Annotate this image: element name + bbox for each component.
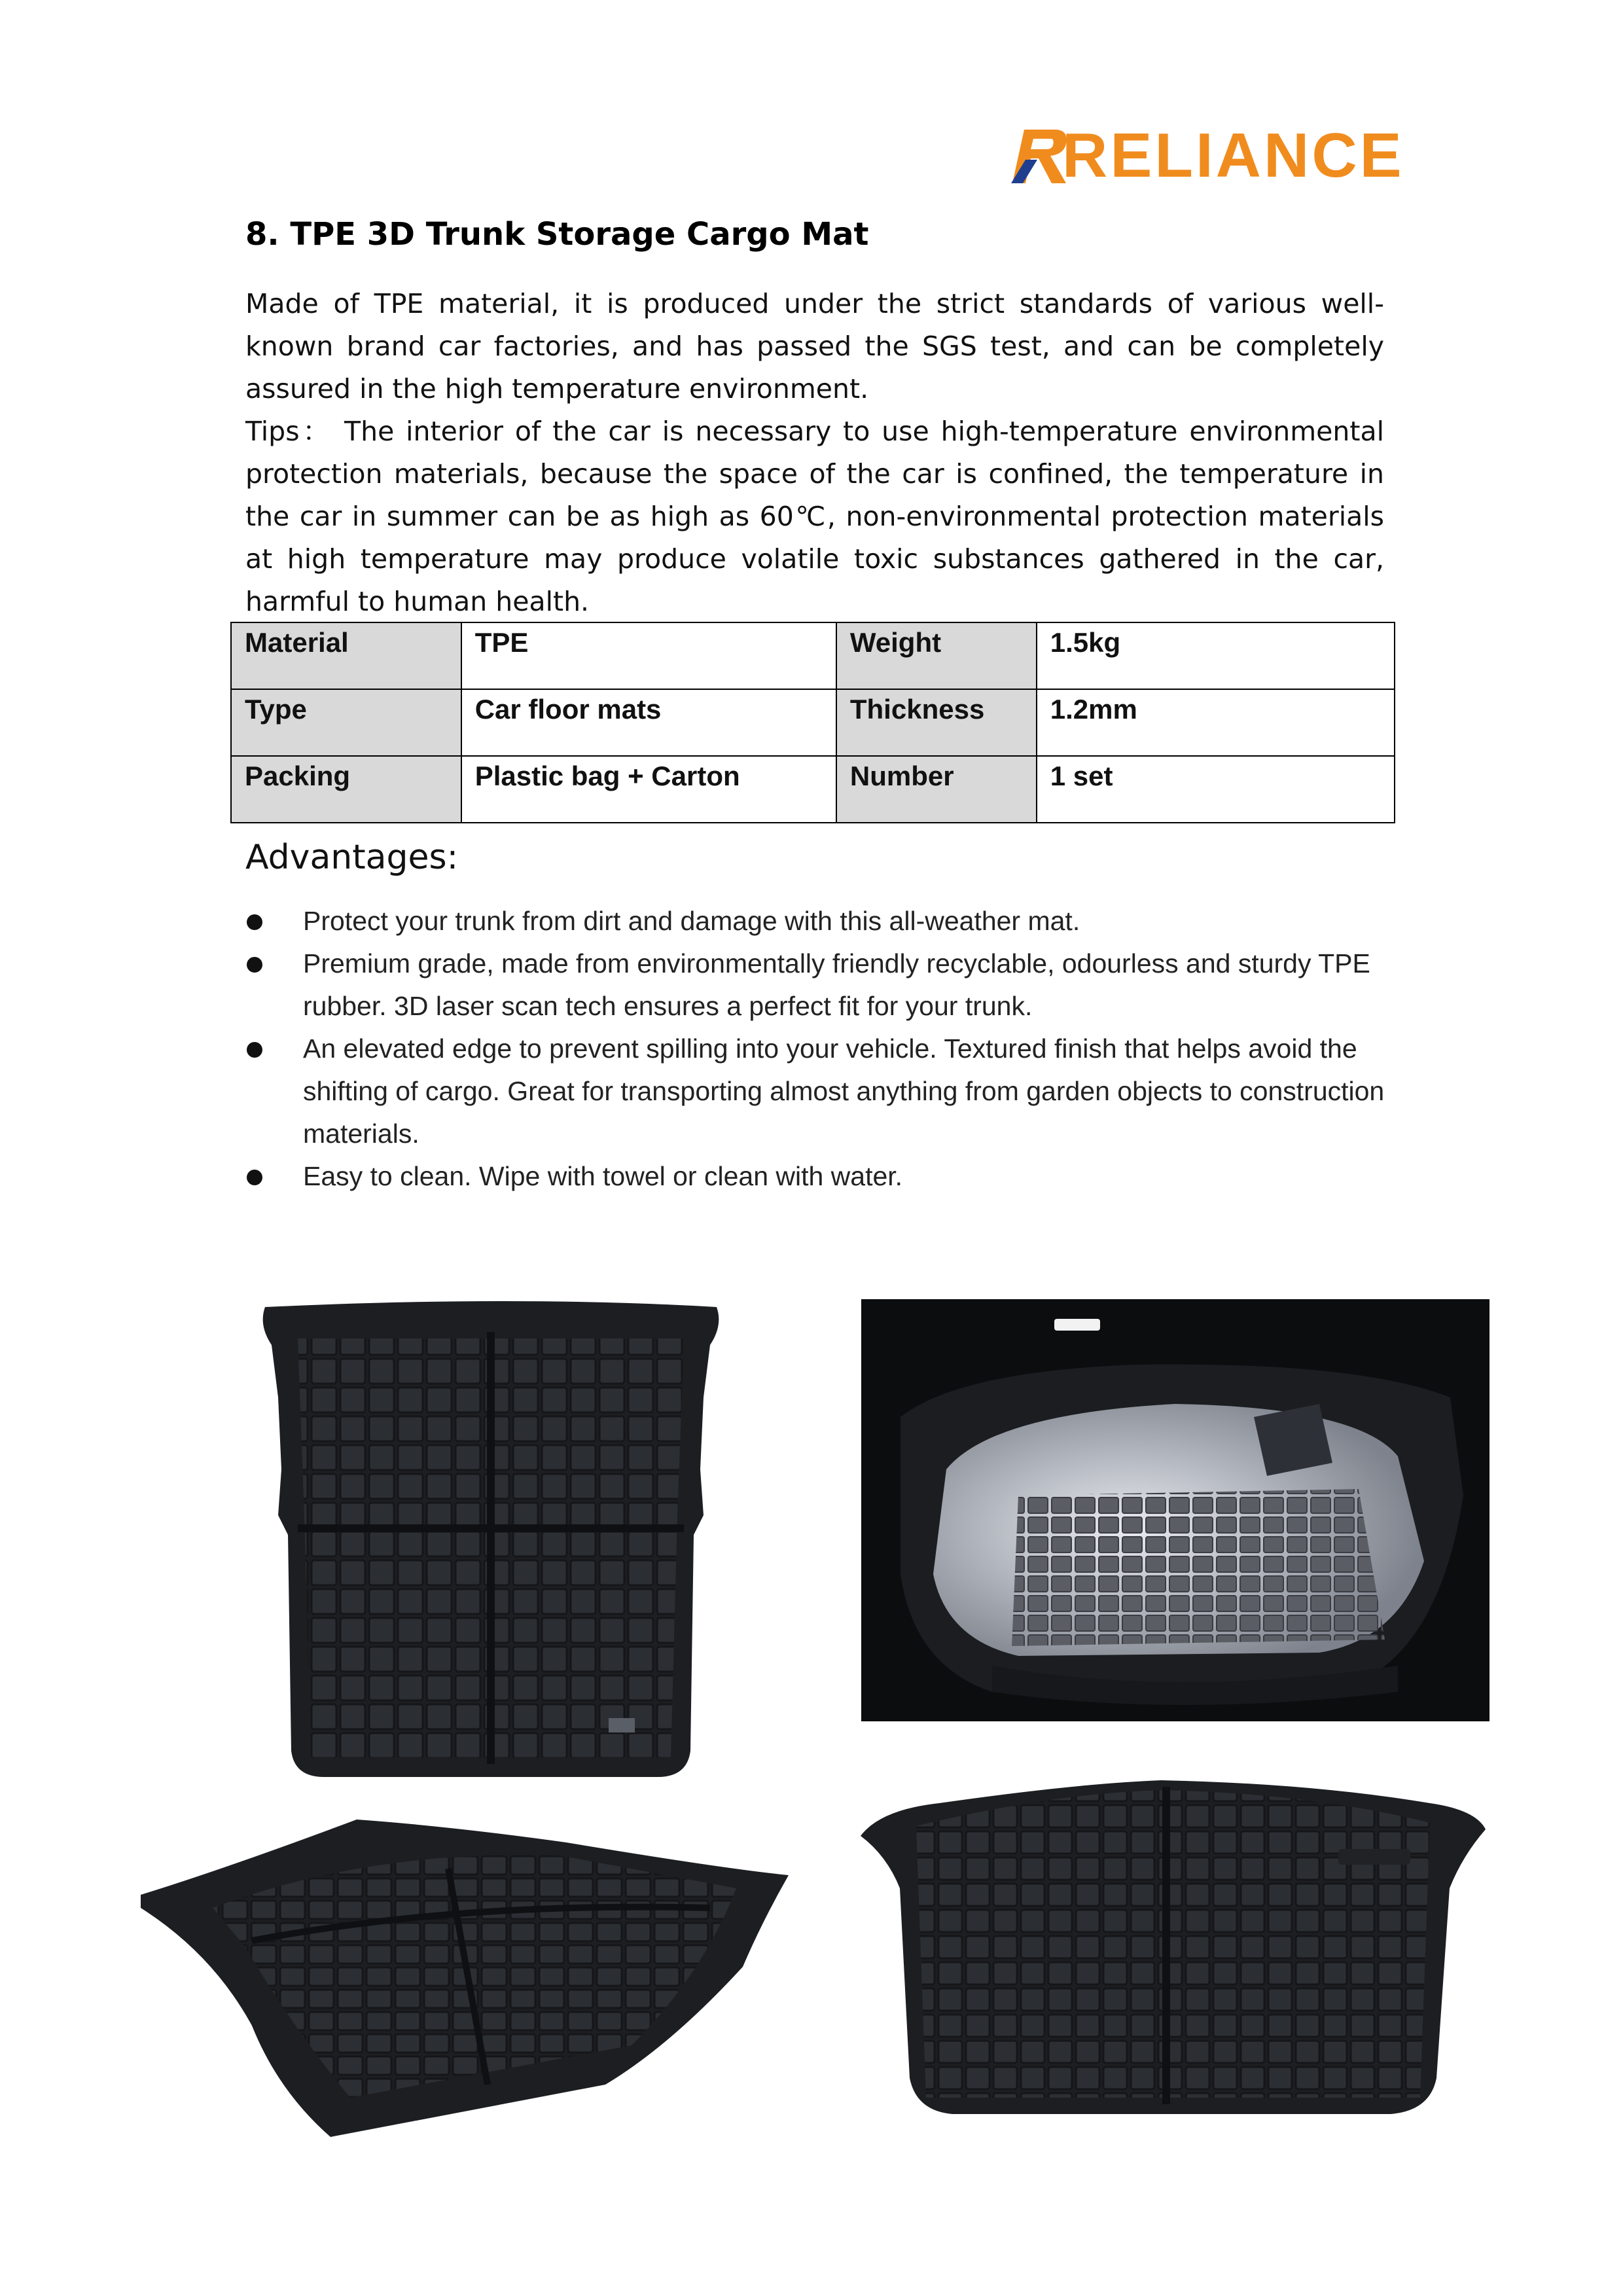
spec-value: TPE (461, 622, 836, 689)
spec-label: Thickness (836, 689, 1037, 756)
spec-value: 1.5kg (1037, 622, 1395, 689)
logo-mark-icon (1011, 123, 1070, 188)
bullet-icon (247, 957, 262, 973)
spec-value: 1.2mm (1037, 689, 1395, 756)
spec-value: 1 set (1037, 756, 1395, 823)
bullet-icon (247, 1170, 262, 1185)
section-title: 8. TPE 3D Trunk Storage Cargo Mat (245, 216, 869, 253)
spec-label: Number (836, 756, 1037, 823)
spec-label: Packing (231, 756, 461, 823)
advantages-heading: Advantages: (245, 838, 459, 877)
tips-paragraph: Tips： The interior of the car is necessary to use high-temperature environmental protection materials, because the space of the car is confined, the temperature in the car in summer can be as high as 60℃, non-environmental protection materials at high temperature may produce volatile toxic substances gathered in the car, harmful to human health. (245, 416, 1384, 617)
bullet-icon (247, 914, 262, 930)
spec-table (230, 622, 1395, 823)
photo-mat-installed (861, 1299, 1489, 1721)
list-item: Premium grade, made from environmentally friendly recyclable, odourless and sturdy TPE rubber. 3D laser scan tech ensures a perfect fit for your trunk. (245, 942, 1397, 1028)
photo-mat-rear-view (854, 1777, 1492, 2117)
table-row (231, 756, 1395, 823)
photo-mat-top-view (252, 1299, 730, 1790)
table-row (231, 622, 1395, 689)
spec-label: Type (231, 689, 461, 756)
spec-label: Material (231, 622, 461, 689)
intro-paragraph: Made of TPE material, it is produced under the strict standards of various well-known brand car factories, and has passed the SGS test, and can be completely assured in the high temperature environment. (245, 288, 1384, 404)
spec-value: Car floor mats (461, 689, 836, 756)
spec-value: Plastic bag + Carton (461, 756, 836, 823)
bullet-icon (247, 1042, 262, 1058)
photo-mat-side-view (134, 1810, 798, 2150)
list-item: Easy to clean. Wipe with towel or clean with water. (245, 1155, 1397, 1198)
list-item: An elevated edge to prevent spilling into your vehicle. Textured finish that helps avoid the shifting of cargo. Great for transporting almost anything from garden objects to construction materials. (245, 1028, 1397, 1155)
list-item: Protect your trunk from dirt and damage with this all-weather mat. (245, 900, 1397, 942)
reliance-logo (1011, 120, 1404, 190)
advantages-list (245, 900, 1397, 1198)
table-row (231, 689, 1395, 756)
logo-wordmark: RELIANCE (1062, 120, 1404, 190)
spec-label: Weight (836, 622, 1037, 689)
